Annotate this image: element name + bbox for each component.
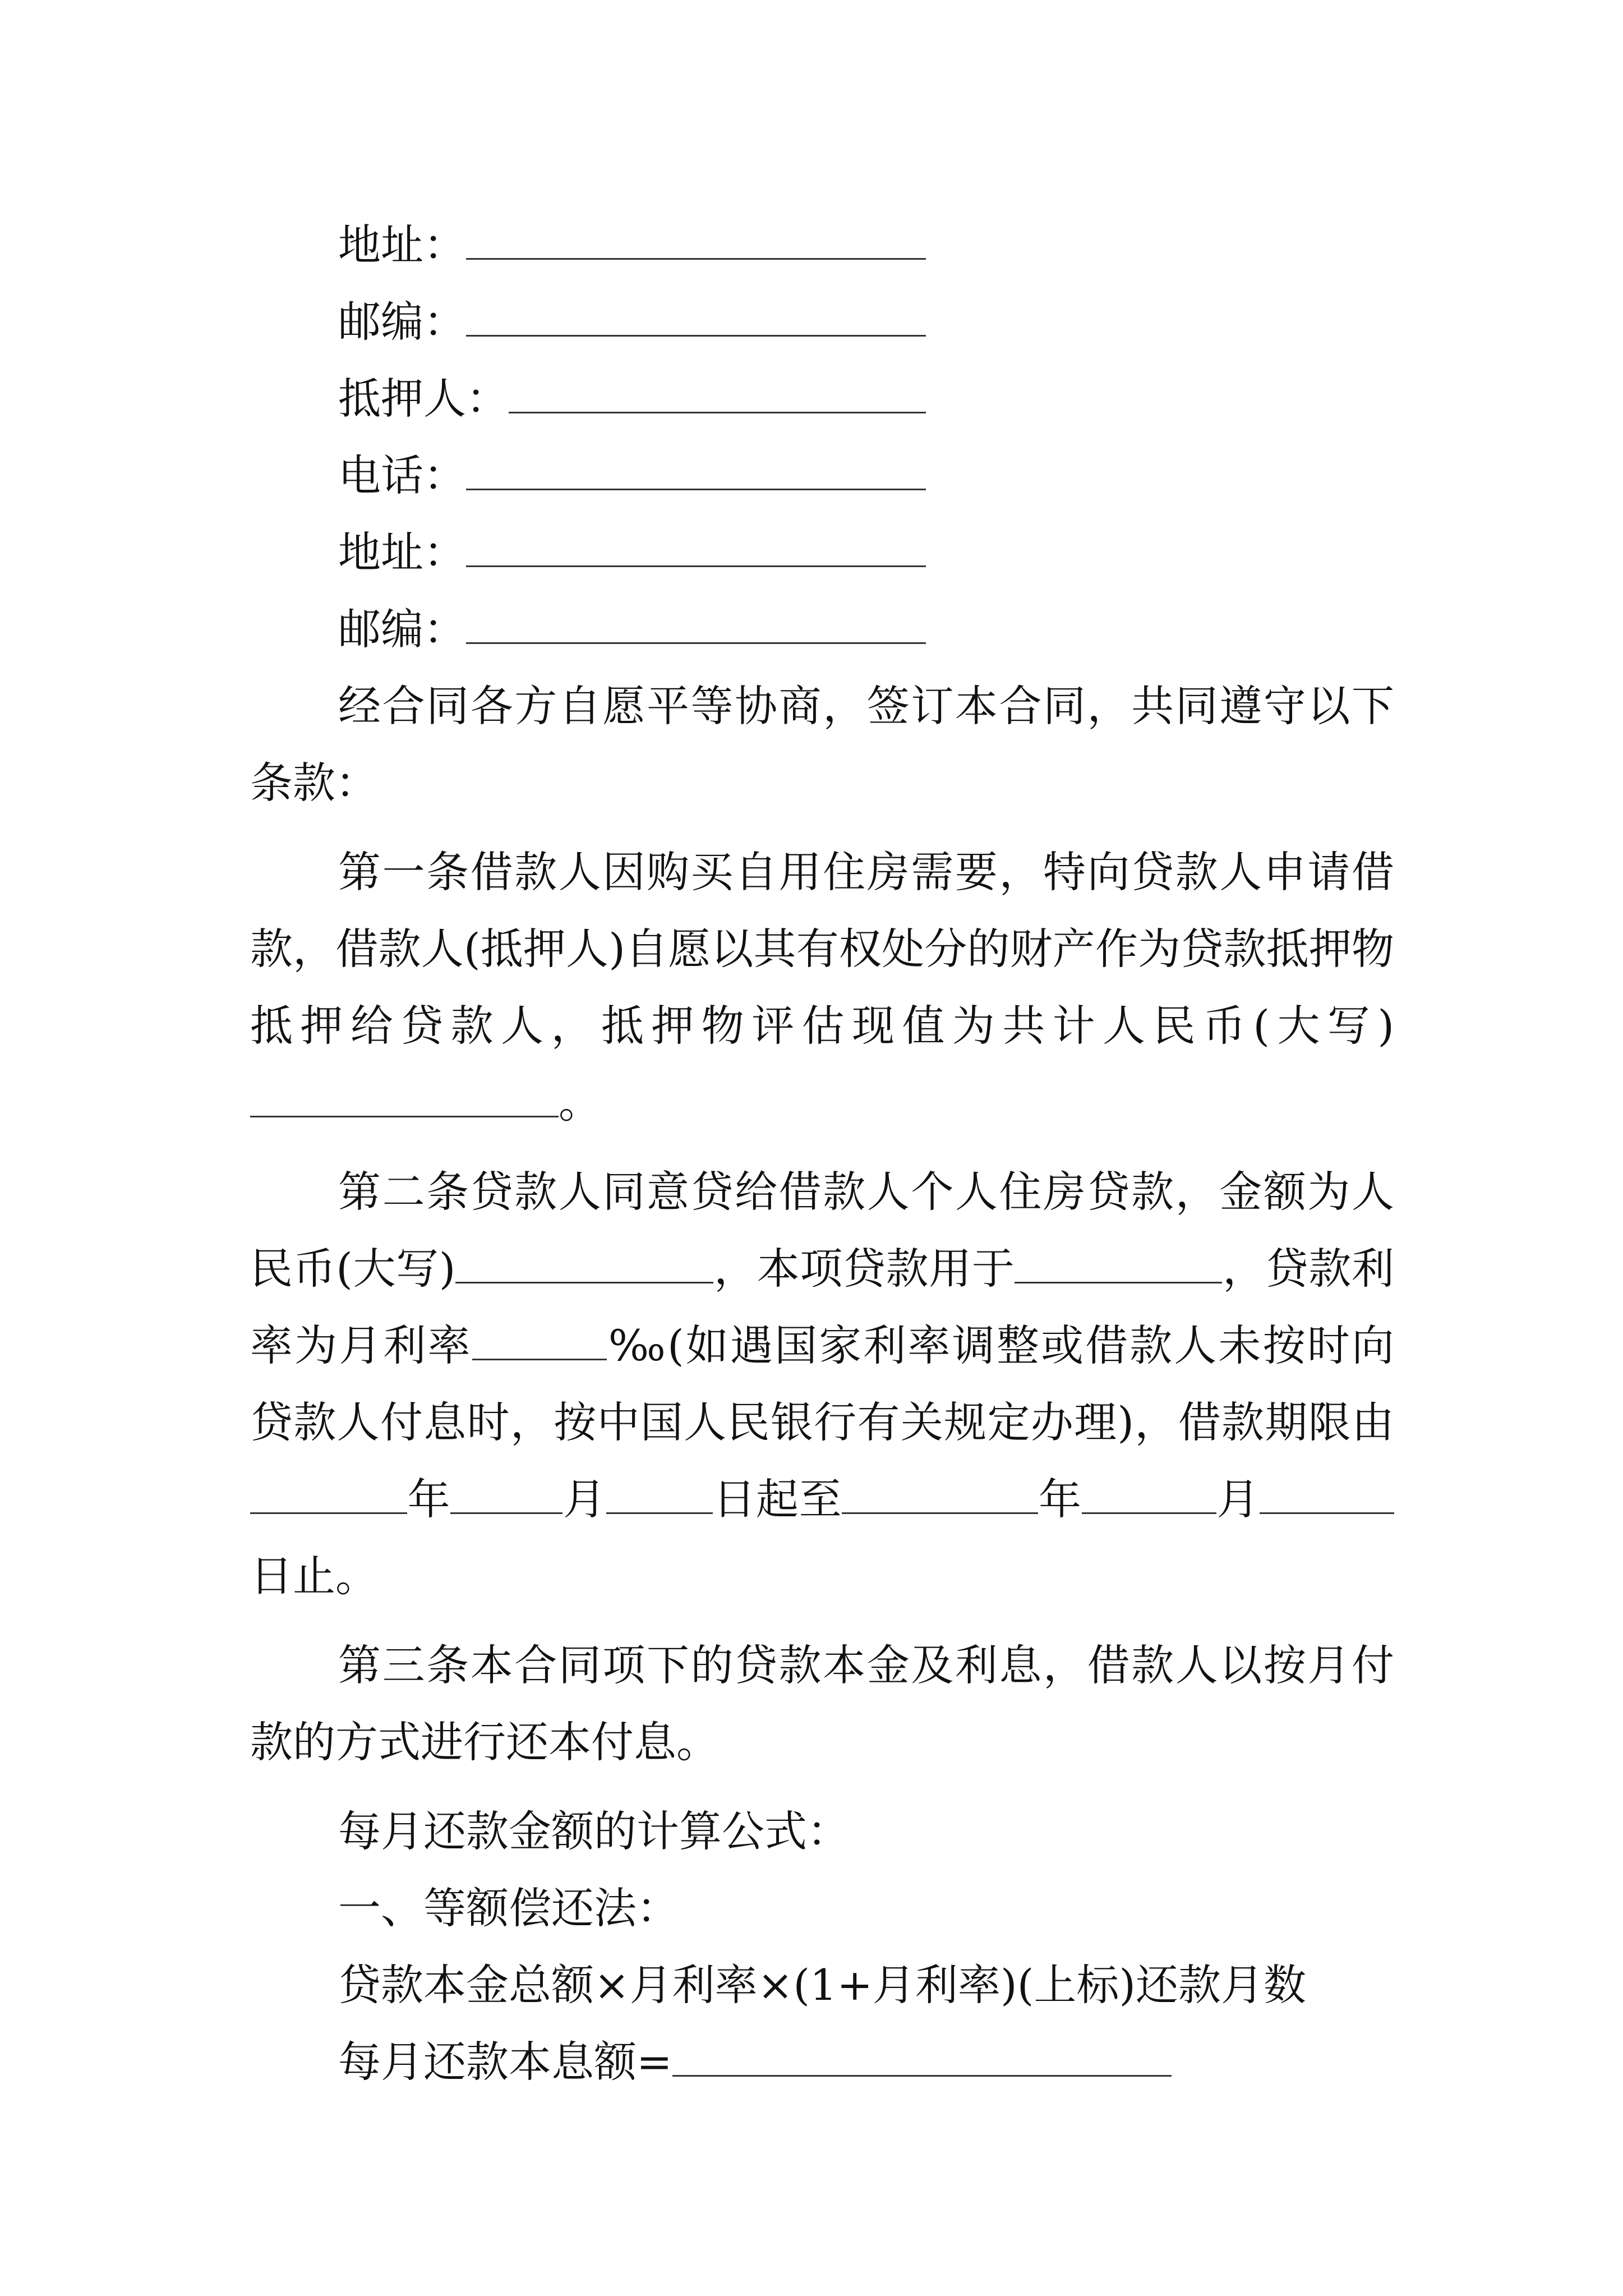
article-2-part-3: ，贷款利率为月利率 — [250, 1244, 1394, 1370]
address-blank[interactable] — [466, 213, 926, 260]
mortgagor-postcode-field — [250, 591, 1394, 668]
article-2-part-2: ，本项贷款用于 — [713, 1244, 1015, 1294]
article-2-part-1: 第二条贷款人同意贷给借款人个人住房贷款，金额为人民币(大写) — [250, 1167, 1394, 1294]
collateral-value-blank[interactable] — [250, 1071, 559, 1117]
intro-paragraph — [250, 668, 1394, 821]
mortgagor-label: 抵押人： — [338, 374, 509, 424]
end-year-label: 年 — [1038, 1474, 1082, 1524]
contract-body — [250, 206, 1394, 2100]
interest-rate-blank[interactable] — [472, 1314, 607, 1360]
end-month-label: 月 — [1216, 1474, 1260, 1524]
mortgagor-field — [250, 360, 1394, 437]
formula-result-line — [250, 2023, 1394, 2100]
phone-blank[interactable] — [466, 444, 926, 490]
article-2-end: 日止。 — [250, 1551, 378, 1601]
formula-result-label: 每月还款本息额= — [338, 2037, 672, 2087]
loan-amount-blank[interactable] — [455, 1237, 713, 1283]
article-3-text: 第三条本合同项下的贷款本金及利息，借款人以按月付款的方式进行还本付息。 — [250, 1640, 1394, 1767]
postcode-label: 邮编： — [338, 297, 466, 347]
formula-title: 每月还款金额的计算公式： — [338, 1806, 850, 1856]
article-1-end: 。 — [559, 1078, 601, 1128]
article-1 — [250, 834, 1394, 1141]
phone-field — [250, 437, 1394, 514]
article-2-part-4: ‰(如遇国家利率调整或借款人未按时向贷款人付息时，按中国人民银行有关规定办理)，借款期限由 — [250, 1320, 1394, 1447]
mortgagor-postcode-blank[interactable] — [466, 597, 926, 644]
start-year-label: 年 — [407, 1474, 451, 1524]
postcode-blank[interactable] — [466, 290, 926, 337]
start-day-blank[interactable] — [606, 1467, 713, 1514]
intro-text: 经合同各方自愿平等协商，签订本合同，共同遵守以下条款： — [250, 681, 1394, 808]
mortgagor-blank[interactable] — [509, 367, 926, 413]
start-year-blank[interactable] — [250, 1467, 407, 1514]
article-2 — [250, 1153, 1394, 1614]
mortgagor-address-blank[interactable] — [466, 521, 926, 567]
address-field — [250, 206, 1394, 283]
postcode-field — [250, 283, 1394, 360]
loan-purpose-blank[interactable] — [1015, 1237, 1222, 1283]
article-1-text: 第一条借款人因购买自用住房需要，特向贷款人申请借款，借款人(抵押人)自愿以其有权处分的财产作为贷款抵押物抵押给贷款人，抵押物评估现值为共计人民币(大写) — [250, 847, 1394, 1051]
monthly-payment-blank[interactable] — [672, 2030, 1172, 2077]
formula-numerator: 贷款本金总额×月利率×(1+月利率)(上标)还款月数 — [338, 1960, 1306, 2010]
mortgagor-address-label: 地址： — [338, 527, 466, 577]
end-month-blank[interactable] — [1082, 1467, 1216, 1514]
end-day-blank[interactable] — [1260, 1467, 1394, 1514]
article-3 — [250, 1627, 1394, 1780]
method-1-heading: 一、等额偿还法： — [338, 1883, 679, 1933]
phone-label: 电话： — [338, 450, 466, 500]
start-month-label: 月 — [562, 1474, 606, 1524]
address-label: 地址： — [338, 220, 466, 270]
mortgagor-address-field — [250, 514, 1394, 591]
start-day-label: 日起至 — [712, 1474, 842, 1524]
mortgagor-postcode-label: 邮编： — [338, 604, 466, 654]
start-month-blank[interactable] — [450, 1467, 562, 1514]
end-year-blank[interactable] — [842, 1467, 1038, 1514]
